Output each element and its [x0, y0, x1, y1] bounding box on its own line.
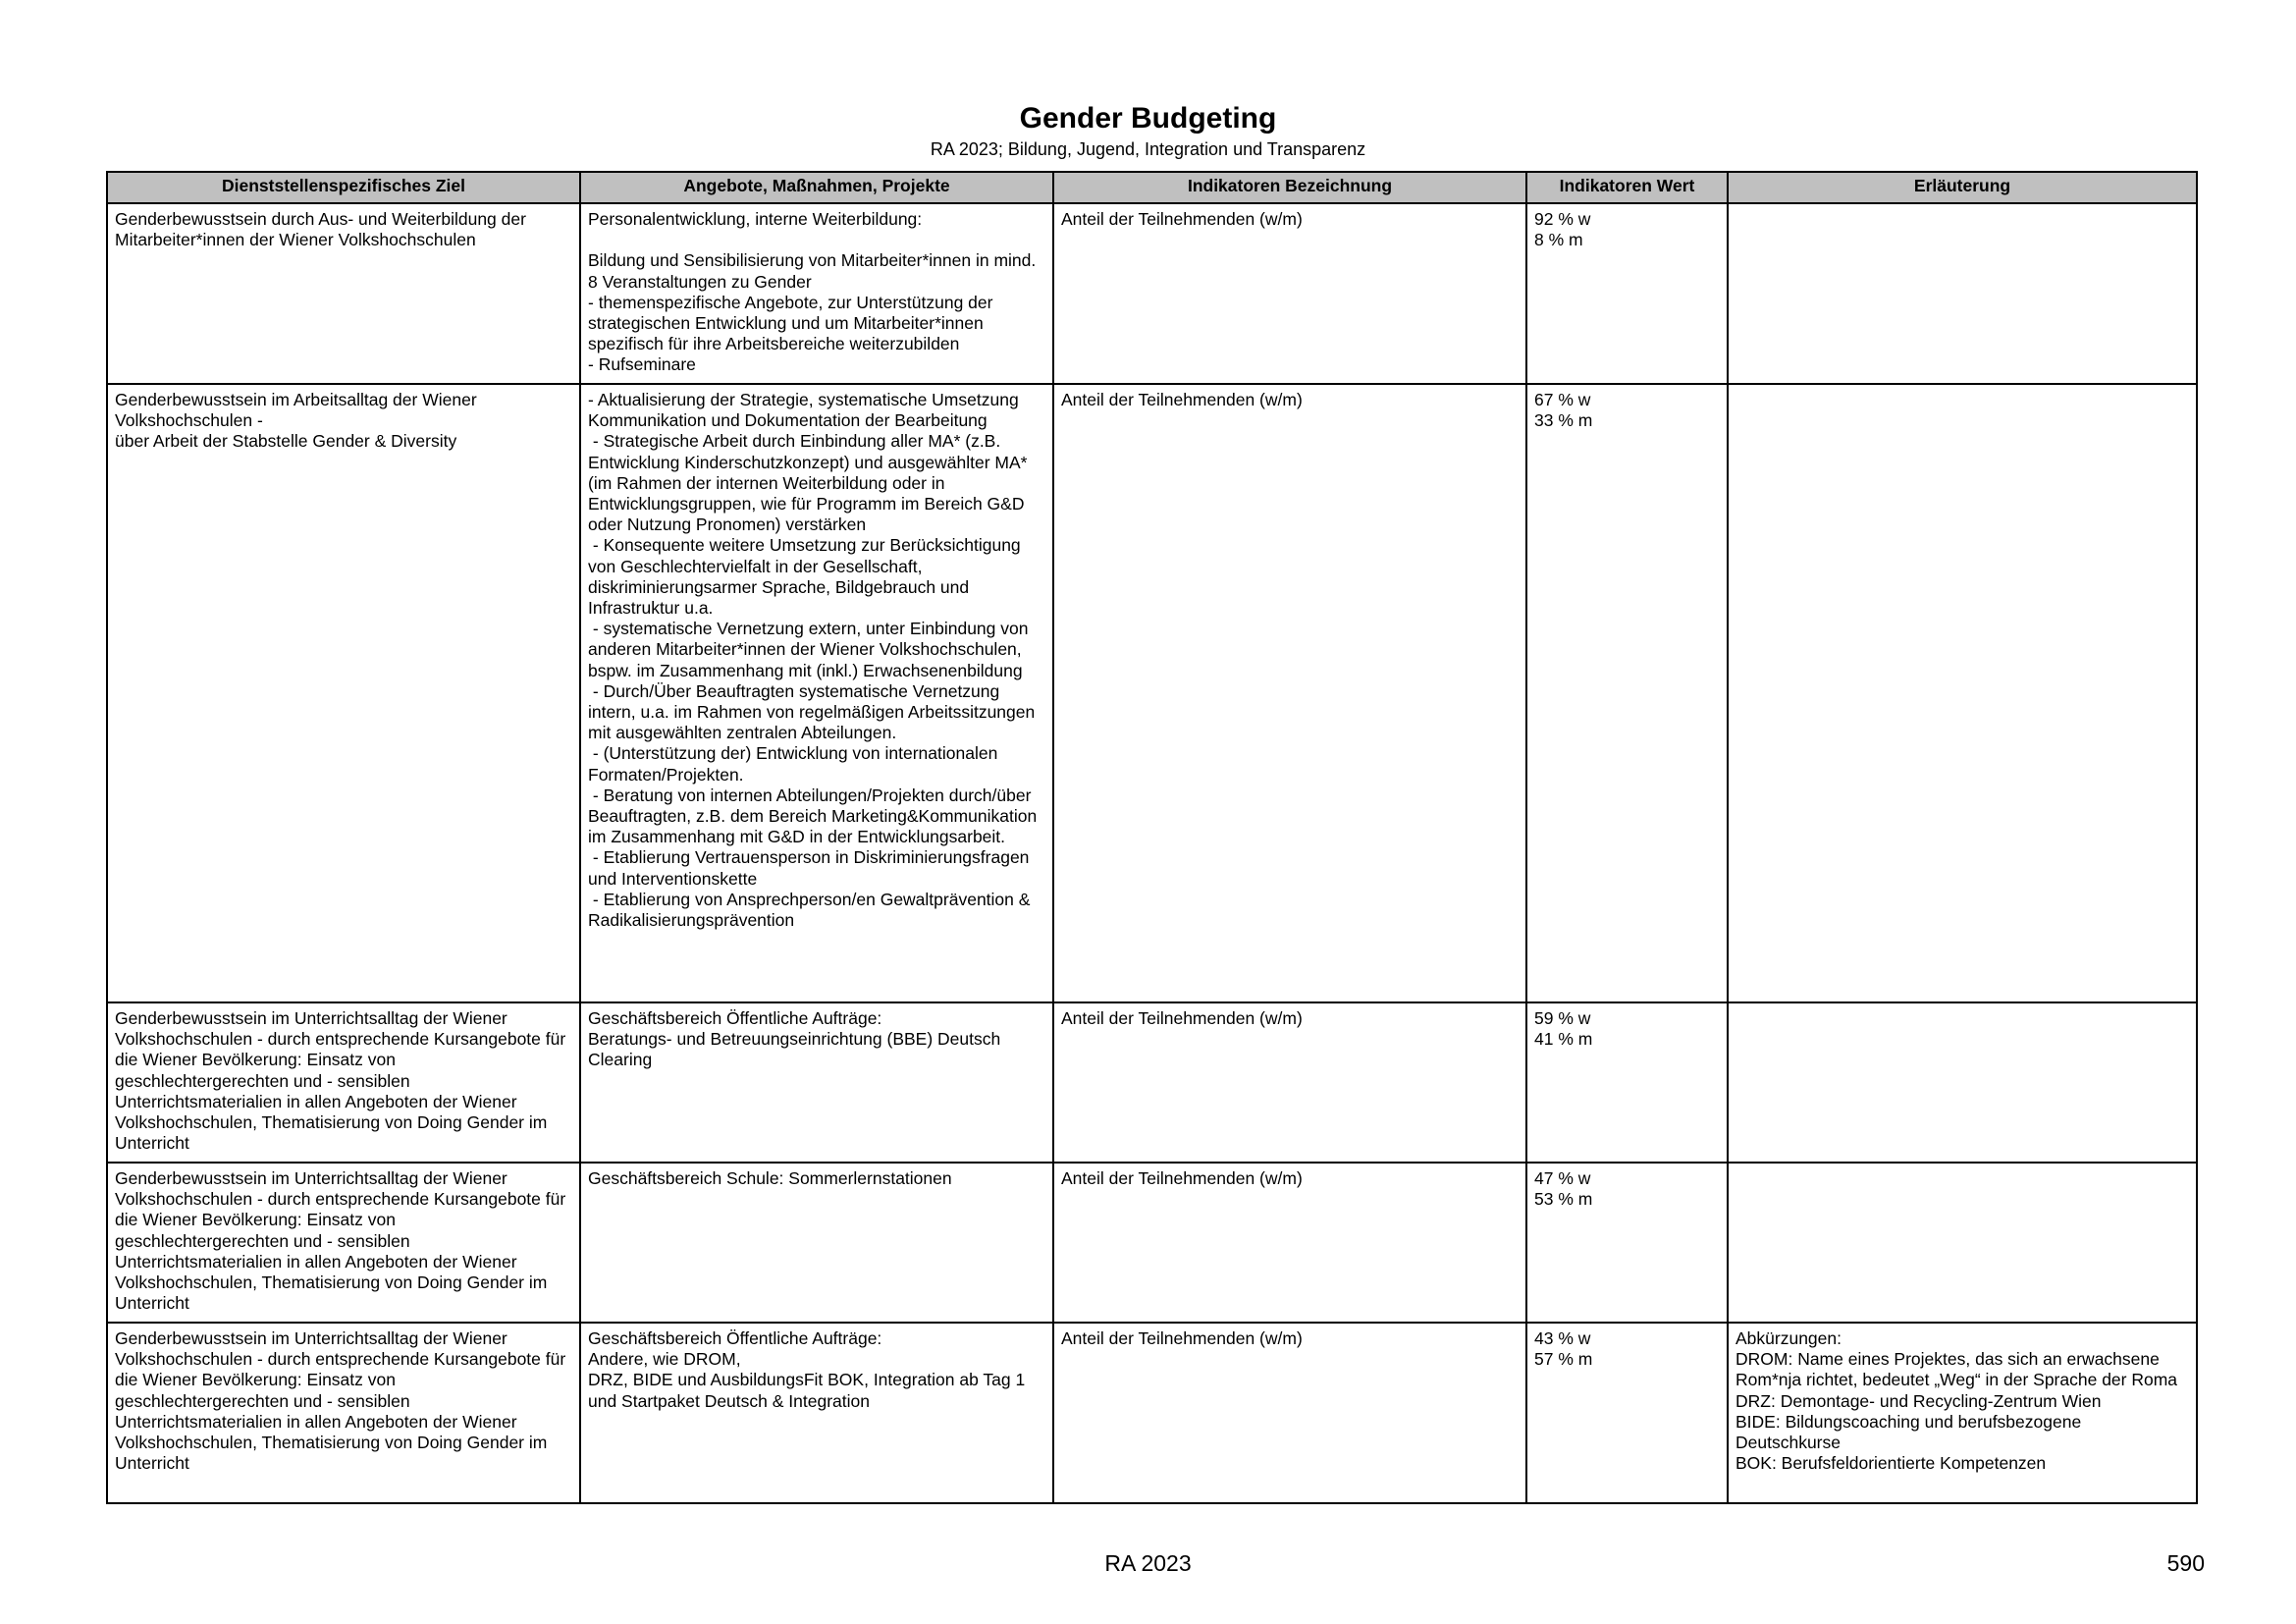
cell-angebote: Geschäftsbereich Schule: Sommerlernstationen — [580, 1163, 1053, 1323]
document-title: Gender Budgeting — [1019, 102, 1277, 135]
cell-indikator: Anteil der Teilnehmenden (w/m) — [1053, 203, 1526, 384]
cell-erlaeuterung — [1728, 384, 2197, 1002]
cell-ziel: Genderbewusstsein im Unterrichtsalltag der Wiener Volkshochschulen - durch entsprechende Kursangebote für die Wiener Bevölkerung: Einsatz von geschlechtergerechten und - sensiblen Unterrichtsmaterialien in allen Angeboten der Wiener Volkshochschulen, Thematisierung von Doing Gender im Unterricht — [107, 1323, 580, 1503]
table-row — [107, 203, 2197, 384]
cell-erlaeuterung — [1728, 1163, 2197, 1323]
document-subtitle: RA 2023; Bildung, Jugend, Integration und Transparenz — [930, 139, 1366, 159]
cell-erlaeuterung — [1728, 1002, 2197, 1163]
table-header-row — [107, 172, 2197, 203]
cell-angebote: Personalentwicklung, interne Weiterbildung: Bildung und Sensibilisierung von Mitarbeiter*innen in mind. 8 Veranstaltungen zu Gender - themenspezifische Angebote, zur Unterstützung der strategischen Entwicklung und um Mitarbeiter*innen spezifisch für ihre Arbeitsbereiche weiterzubilden - Rufseminare — [580, 203, 1053, 384]
table-row — [107, 384, 2197, 1002]
column-header-erlaeuterung: Erläuterung — [1728, 172, 2197, 203]
cell-wert: 43 % w 57 % m — [1526, 1323, 1728, 1503]
cell-wert: 67 % w 33 % m — [1526, 384, 1728, 1002]
cell-ziel: Genderbewusstsein im Unterrichtsalltag der Wiener Volkshochschulen - durch entsprechende Kursangebote für die Wiener Bevölkerung: Einsatz von geschlechtergerechten und - sensiblen Unterrichtsmaterialien in allen Angeboten der Wiener Volkshochschulen, Thematisierung von Doing Gender im Unterricht — [107, 1163, 580, 1323]
cell-angebote: Geschäftsbereich Öffentliche Aufträge: Andere, wie DROM, DRZ, BIDE und AusbildungsFit BOK, Integration ab Tag 1 und Startpaket Deutsch & Integration — [580, 1323, 1053, 1503]
cell-ziel: Genderbewusstsein im Arbeitsalltag der Wiener Volkshochschulen - über Arbeit der Stabstelle Gender & Diversity — [107, 384, 580, 1002]
cell-angebote: - Aktualisierung der Strategie, systematische Umsetzung Kommunikation und Dokumentation der Bearbeitung - Strategische Arbeit durch Einbindung aller MA* (z.B. Entwicklung Kinderschutzkonzept) und ausgewählter MA* (im Rahmen der internen Weiterbildung oder in Entwicklungsgruppen, wie für Programm im Bereich G&D oder Nutzung Pronomen) verstärken - Konsequente weitere Umsetzung zur Berücksichtigung von Geschlechtervielfalt in der Gesellschaft, diskriminierungsarmer Sprache, Bildgebrauch und Infrastruktur u.a. - systematische Vernetzung extern, unter Einbindung von anderen Mitarbeiter*innen der Wiener Volkshochschulen, bspw. im Zusammenhang mit (inkl.) Erwachsenenbildung - Durch/Über Beauftragten systematische Vernetzung intern, u.a. im Rahmen von regelmäßigen Arbeitssitzungen mit ausgewählten zentralen Abteilungen. - (Unterstützung der) Entwicklung von internationalen Formaten/Projekten. - Beratung von internen Abteilungen/Projekten durch/über Beauftragten, z.B. dem Bereich Marketing&Kommunikation im Zusammenhang mit G&D in der Entwicklungsarbeit. - Etablierung Vertrauensperson in Diskriminierungsfragen und Interventionskette - Etablierung von Ansprechperson/en Gewaltprävention & Radikalisierungsprävention — [580, 384, 1053, 1002]
cell-wert: 47 % w 53 % m — [1526, 1163, 1728, 1323]
column-header-angebote: Angebote, Maßnahmen, Projekte — [580, 172, 1053, 203]
footer-report-label: RA 2023 — [1104, 1550, 1192, 1576]
cell-angebote: Geschäftsbereich Öffentliche Aufträge: Beratungs- und Betreuungseinrichtung (BBE) Deutsch Clearing — [580, 1002, 1053, 1163]
cell-erlaeuterung: Abkürzungen: DROM: Name eines Projektes, das sich an erwachsene Rom*nja richtet, bedeutet „Weg“ in der Sprache der Roma DRZ: Demontage- und Recycling-Zentrum Wien BIDE: Bildungscoaching und berufsbezogene Deutschkurse BOK: Berufsfeldorientierte Kompetenzen — [1728, 1323, 2197, 1503]
cell-indikator: Anteil der Teilnehmenden (w/m) — [1053, 1163, 1526, 1323]
cell-wert: 92 % w 8 % m — [1526, 203, 1728, 384]
table-row — [107, 1002, 2197, 1163]
table-row — [107, 1163, 2197, 1323]
cell-ziel: Genderbewusstsein im Unterrichtsalltag der Wiener Volkshochschulen - durch entsprechende Kursangebote für die Wiener Bevölkerung: Einsatz von geschlechtergerechten und - sensiblen Unterrichtsmaterialien in allen Angeboten der Wiener Volkshochschulen, Thematisierung von Doing Gender im Unterricht — [107, 1002, 580, 1163]
cell-indikator: Anteil der Teilnehmenden (w/m) — [1053, 1002, 1526, 1163]
page-number: 590 — [2166, 1550, 2205, 1576]
table-row — [107, 1323, 2197, 1503]
cell-ziel: Genderbewusstsein durch Aus- und Weiterbildung der Mitarbeiter*innen der Wiener Volkshochschulen — [107, 203, 580, 384]
cell-indikator: Anteil der Teilnehmenden (w/m) — [1053, 1323, 1526, 1503]
cell-wert: 59 % w 41 % m — [1526, 1002, 1728, 1163]
column-header-indikator-wert: Indikatoren Wert — [1526, 172, 1728, 203]
column-header-ziel: Dienststellenspezifisches Ziel — [107, 172, 580, 203]
cell-erlaeuterung — [1728, 203, 2197, 384]
cell-indikator: Anteil der Teilnehmenden (w/m) — [1053, 384, 1526, 1002]
column-header-indikator-bezeichnung: Indikatoren Bezeichnung — [1053, 172, 1526, 203]
gender-budgeting-table — [106, 171, 2198, 1504]
